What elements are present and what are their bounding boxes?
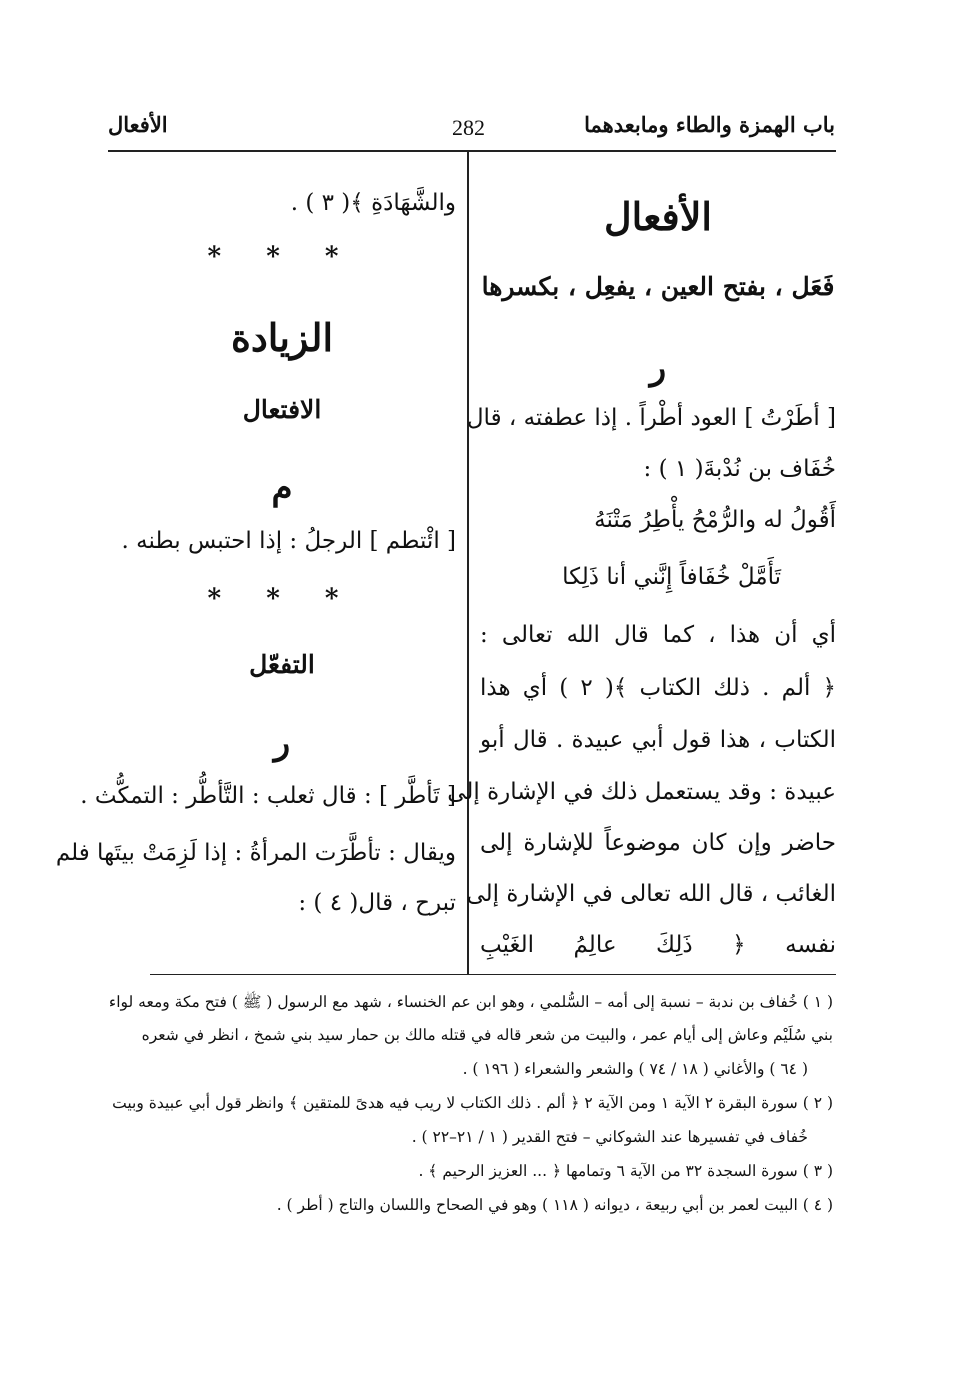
footnote-3: ( ٣ ) سورة السجدة ٣٢ من الآية ٦ وتمامها ﴿ ... العزيز الرحيم ﴾ .: [418, 1162, 833, 1180]
footnote-4: ( ٤ ) البيت لعمر بن أبي ربيعة ، ديوانه ( ١١٨ ) وهو في الصحاح واللسان والتاج ( أطر ) .: [276, 1196, 833, 1214]
text-line: عبيدة : وقد يستعمل ذلك في الإشارة إلى: [447, 779, 836, 805]
footnote-2-cont: خُفاف في تفسيرها عند الشوكاني – فتح القدير ( ١ / ٢١–٢٢ ) .: [411, 1128, 808, 1146]
footnote-2: ( ٢ ) سورة البقرة ٢ الآية ١ ومن الآية ٢ ﴿ ألم . ذلك الكتاب لا ريب فيه هدىً للمتقين ﴾ وانظر قول أبي عبيدة وبيت: [112, 1094, 833, 1112]
verse-line: تَأَمَّلْ خُفَافاً إِنَّني أنا ذَلِكا: [562, 564, 781, 590]
text-line: [ أطَرْتُ ] العود أطْراً . إذا عطفته ، قال: [466, 405, 836, 431]
text-line: تبرح ، قال( ٤ ) :: [298, 890, 456, 916]
verse-line: أَقُولُ له والرُّمْحُ يأْطِرُ مَتْنَهُ: [594, 507, 836, 533]
separator-stars: * * *: [207, 242, 357, 272]
text-line: ويقال : تأطَّرَت المرأةُ : إذا لَزِمَتْ بيتَها فلم: [55, 840, 456, 866]
page-number: 282: [452, 115, 485, 140]
text-line: نفسه ﴿ ذَلِكَ عالِمُ الغَيْبِ: [480, 932, 836, 958]
root-letter-mim: م: [271, 468, 293, 508]
section-title-afaal: الأفعال: [604, 194, 712, 239]
text-line: والشَّهَادَةِ ﴾( ٣ ) .: [290, 190, 456, 216]
section-subtitle: فَعَل ، بفتح العين ، يفعِل ، بكسرها: [481, 272, 835, 301]
text-line: [ تَأطَّر ] : قال ثعلب : التَّأطُّر : التمكُّث .: [80, 783, 456, 809]
footnote-rule: [150, 974, 836, 975]
text-line: ﴿ ألم . ذلك الكتاب ﴾( ٢ ) أي هذا: [480, 675, 836, 701]
text-line: الكتاب ، هذا قول أبي عبيدة . قال أبو: [480, 727, 836, 753]
text-line: أي أن هذا ، كما قال الله تعالى :: [480, 622, 836, 648]
left-column: [55, 150, 456, 970]
subsection-tafaul: التفعّل: [249, 650, 315, 679]
column-divider: [467, 151, 469, 974]
section-title-ziyada: الزيادة: [230, 315, 334, 360]
running-head-left: الأفعال: [108, 112, 168, 137]
text-line: حاضر وإن كان موضوعاً للإشارة إلى: [480, 830, 836, 856]
root-letter-ra: ر: [649, 348, 667, 388]
footnote-1-cont: ( ٦٤ ) والأغاني ( ١٨ / ٧٤ ) والشعر والشعراء ( ١٩٦ ) .: [462, 1060, 808, 1078]
footnote-1-cont: بني سُلَيْم وعاش إلى أيام عمر ، والبيت من شعر قاله في قتله مالك بن حمار سيد بني شمخ ، انظر في شعره: [141, 1026, 833, 1044]
separator-stars: * * *: [207, 584, 357, 614]
running-head-right: باب الهمزة والطاء ومابعدهما: [584, 112, 835, 137]
text-line: [ ائْتطم ] الرجلُ : إذا احتبس بطنه .: [121, 528, 456, 554]
root-letter-ra: ر: [273, 723, 291, 763]
subsection-iftial: الافتعال: [242, 395, 322, 424]
text-line: الغائب ، قال الله تعالى في الإشارة إلى: [466, 881, 836, 907]
text-line: خُفَاف بن نُدْبةَ( ١ ) :: [643, 456, 836, 482]
footnote-1: ( ١ ) خُفاف بن ندبة – نسبة إلى أمه – السُّلمي ، وهو ابن عم الخنساء ، شهد مع الرسول ( ﷺ ) فتح مكة ومعه لواء: [108, 993, 833, 1011]
right-column: [447, 150, 836, 970]
